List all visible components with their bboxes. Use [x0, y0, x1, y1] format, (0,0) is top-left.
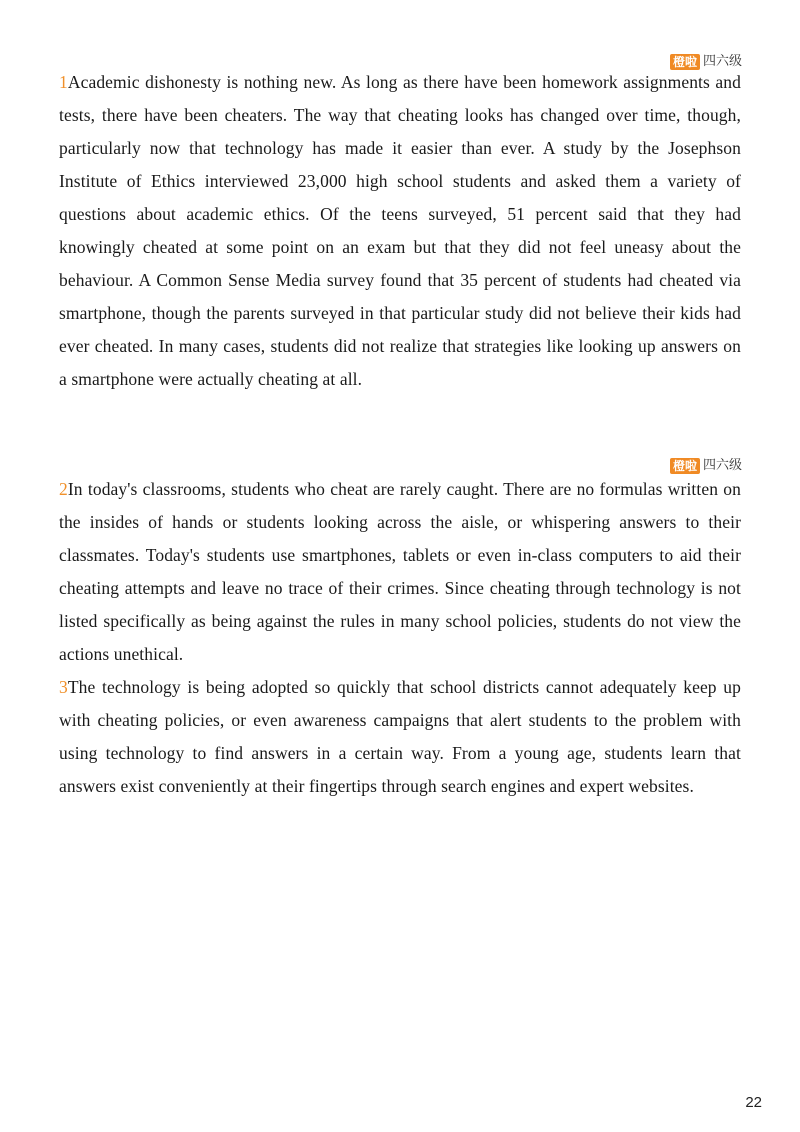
brand-label: 四六级: [702, 458, 742, 473]
paragraph-number: 1: [59, 72, 68, 92]
paragraph-text: In today's classrooms, students who cheat are rarely caught. There are no formulas written on the insides of hands or students looking across the aisle, or whispering answers to their classmates. Today's students use smartphones, tablets or even in-class computers to aid their cheating attempts and leave no trace of their crimes. Since cheating through technology is not listed specifically as being against the rules in many school policies, students do not view the actions unethical.: [59, 479, 741, 664]
brand-logo: 橙啦: [670, 458, 700, 474]
paragraph-text: The technology is being adopted so quickly that school districts cannot adequately keep up with cheating policies, or even awareness campaigns that alert students to the problem with using technology to find answers in a certain way. From a young age, students learn that answers exist conveniently at their fingertips through search engines and expert websites.: [59, 677, 741, 796]
page-number: 22: [745, 1094, 762, 1111]
brand-label: 四六级: [702, 54, 742, 69]
paragraph-number: 2: [59, 479, 68, 499]
paragraph-3: [59, 671, 741, 803]
brand-tag-middle: [670, 458, 742, 474]
paragraph-2: [59, 473, 741, 671]
paragraph-1: [59, 66, 741, 396]
paragraph-number: 3: [59, 677, 68, 697]
brand-logo: 橙啦: [670, 54, 700, 70]
paragraph-text: Academic dishonesty is nothing new. As long as there have been homework assignments and tests, there have been cheaters. The way that cheating looks has changed over time, though, particularly now that technology has made it easier than ever. A study by the Josephson Institute of Ethics interviewed 23,000 high school students and asked them a variety of questions about academic ethics. Of the teens surveyed, 51 percent said that they had knowingly cheated at some point on an exam but that they did not feel uneasy about the behaviour. A Common Sense Media survey found that 35 percent of students had cheated via smartphone, though the parents surveyed in that particular study did not believe their kids had ever cheated. In many cases, students did not realize that strategies like looking up answers on a smartphone were actually cheating at all.: [59, 72, 741, 389]
